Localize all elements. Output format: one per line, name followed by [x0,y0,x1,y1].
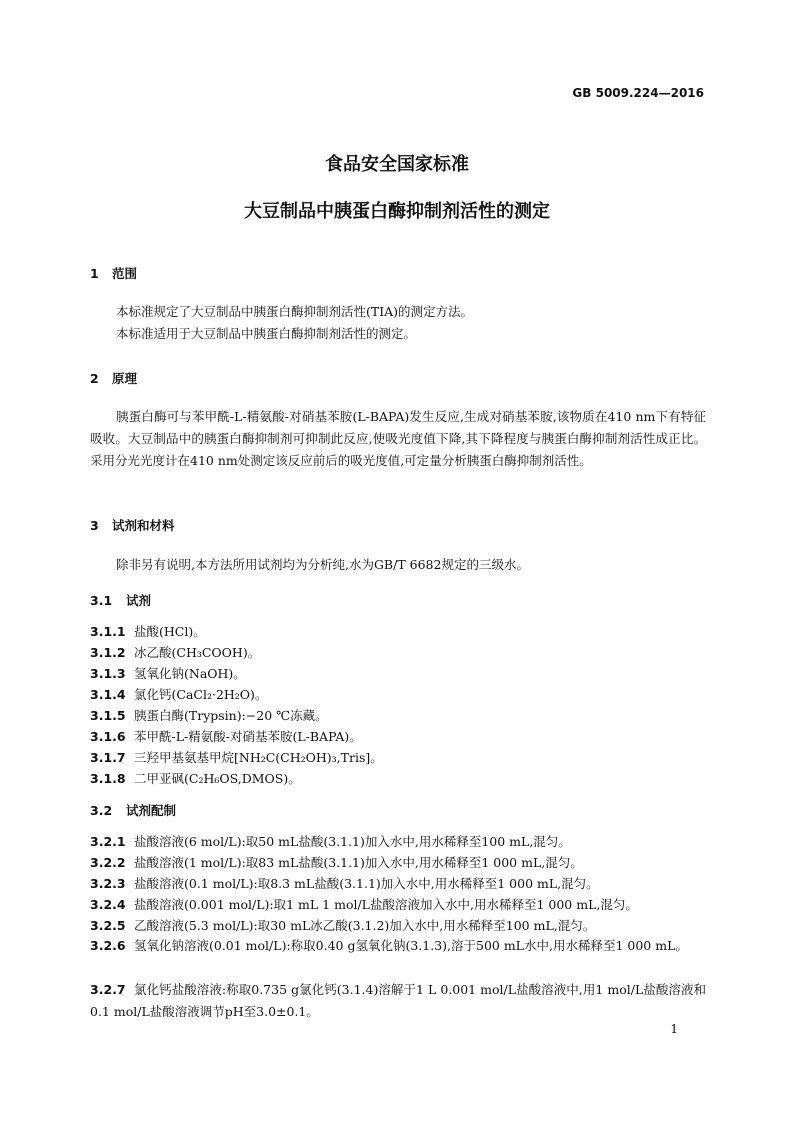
preparation-item [90,874,599,892]
section-number: 2 [90,371,99,386]
item-number: 3.2.5 [90,918,126,933]
section-number: 3 [90,518,99,533]
page-number: 1 [670,1022,678,1036]
section-number: 3.1 [90,593,113,608]
item-number: 3.1.8 [90,771,126,786]
reagent-item [90,685,267,703]
item-text: 盐酸溶液(0.1 mol/L):取8.3 mL盐酸(3.1.1)加入水中,用水稀释至1 000 mL,混匀。 [134,876,599,891]
preparation-item [90,979,706,1023]
preparation-item [90,895,638,913]
item-text: 氯化钙(CaCl₂·2H₂O)。 [134,687,268,702]
section-1-para-2: 本标准适用于大豆制品中胰蛋白酶抑制剂活性的测定。 [116,326,417,341]
document-subtitle: 大豆制品中胰蛋白酶抑制剂活性的测定 [244,201,550,222]
section-1-para-1: 本标准规定了大豆制品中胰蛋白酶抑制剂活性(TIA)的测定方法。 [116,304,474,319]
item-number: 3.1.4 [90,687,126,702]
document-title: 食品安全国家标准 [325,154,469,175]
preparation-item [90,916,595,934]
section-3-heading [90,516,175,534]
item-text: 三羟甲基氨基甲烷[NH₂C(CH₂OH)₃,Tris]。 [134,750,383,765]
reagent-item [90,706,328,724]
reagent-item [90,643,260,661]
reagent-item [90,769,301,787]
reagent-item [90,664,246,682]
item-text: 氢氧化钠(NaOH)。 [134,666,246,681]
item-number: 3.2.6 [90,938,126,953]
section-number: 1 [90,266,99,281]
section-number: 3.2 [90,803,113,818]
item-number: 3.1.7 [90,750,126,765]
item-number: 3.1.6 [90,729,126,744]
item-text: 盐酸(HCl)。 [134,624,206,639]
item-text: 盐酸溶液(6 mol/L):取50 mL盐酸(3.1.1)加入水中,用水稀释至100 mL,混匀。 [134,834,571,849]
item-number: 3.1.2 [90,645,126,660]
item-text: 盐酸溶液(1 mol/L):取83 mL盐酸(3.1.1)加入水中,用水稀释至1 000 mL,混匀。 [134,855,583,870]
item-text: 苯甲酰-L-精氨酸-对硝基苯胺(L-BAPA)。 [134,729,362,744]
preparation-item [90,853,583,871]
preparation-item [90,832,571,850]
item-text: 氯化钙盐酸溶液:称取0.735 g氯化钙(3.1.4)溶解于1 L 0.001 mol/L盐酸溶液中,用1 mol/L盐酸溶液和0.1 mol/L盐酸溶液调节pH至3.0±0.1。 [90,982,706,1019]
reagent-item [90,622,206,640]
item-text: 冰乙酸(CH₃COOH)。 [134,645,261,660]
item-text: 氢氧化钠溶液(0.01 mol/L):称取0.40 g氢氧化钠(3.1.3),溶于500 mL水中,用水稀释至1 000 mL。 [134,938,688,953]
section-3-1-heading [90,591,151,609]
section-2-para-1: 胰蛋白酶可与苯甲酰-L-精氨酸-对硝基苯胺(L-BAPA)发生反应,生成对硝基苯胺,该物质在410 nm下有特征吸收。大豆制品中的胰蛋白酶抑制剂可抑制此反应,使吸光度值下降,其下降程度与胰蛋白酶抑制剂活性成正比。采用分光光度计在410 nm处测定该反应前后的吸光度值,可定量分析胰蛋白酶抑制剂活性。 [90,409,706,468]
item-number: 3.2.4 [90,897,126,912]
reagent-item [90,748,383,766]
item-text: 二甲亚砜(C₂H₆OS,DMOS)。 [134,771,301,786]
section-1-heading [90,264,137,282]
item-text: 乙酸溶液(5.3 mol/L):取30 mL冰乙酸(3.1.2)加入水中,用水稀释至100 mL,混匀。 [134,918,596,933]
item-text: 胰蛋白酶(Trypsin):−20 ℃冻藏。 [134,708,328,723]
section-title: 试剂 [126,593,152,608]
section-title: 原理 [112,371,138,386]
section-title: 范围 [112,266,138,281]
section-3-para-1: 除非另有说明,本方法所用试剂均为分析纯,水为GB/T 6682规定的三级水。 [116,557,529,572]
item-number: 3.1.1 [90,624,126,639]
section-title: 试剂配制 [126,803,177,818]
standard-number: GB 5009.224—2016 [572,86,704,100]
item-number: 3.2.7 [90,982,126,997]
item-number: 3.2.3 [90,876,126,891]
section-2-heading [90,369,137,387]
item-number: 3.2.2 [90,855,126,870]
item-number: 3.1.5 [90,708,126,723]
item-number: 3.1.3 [90,666,126,681]
item-text: 盐酸溶液(0.001 mol/L):取1 mL 1 mol/L盐酸溶液加入水中,用水稀释至1 000 mL,混匀。 [134,897,638,912]
item-number: 3.2.1 [90,834,126,849]
section-3-2-heading [90,801,176,819]
section-title: 试剂和材料 [112,518,175,533]
reagent-item [90,727,362,745]
preparation-item [90,935,706,957]
